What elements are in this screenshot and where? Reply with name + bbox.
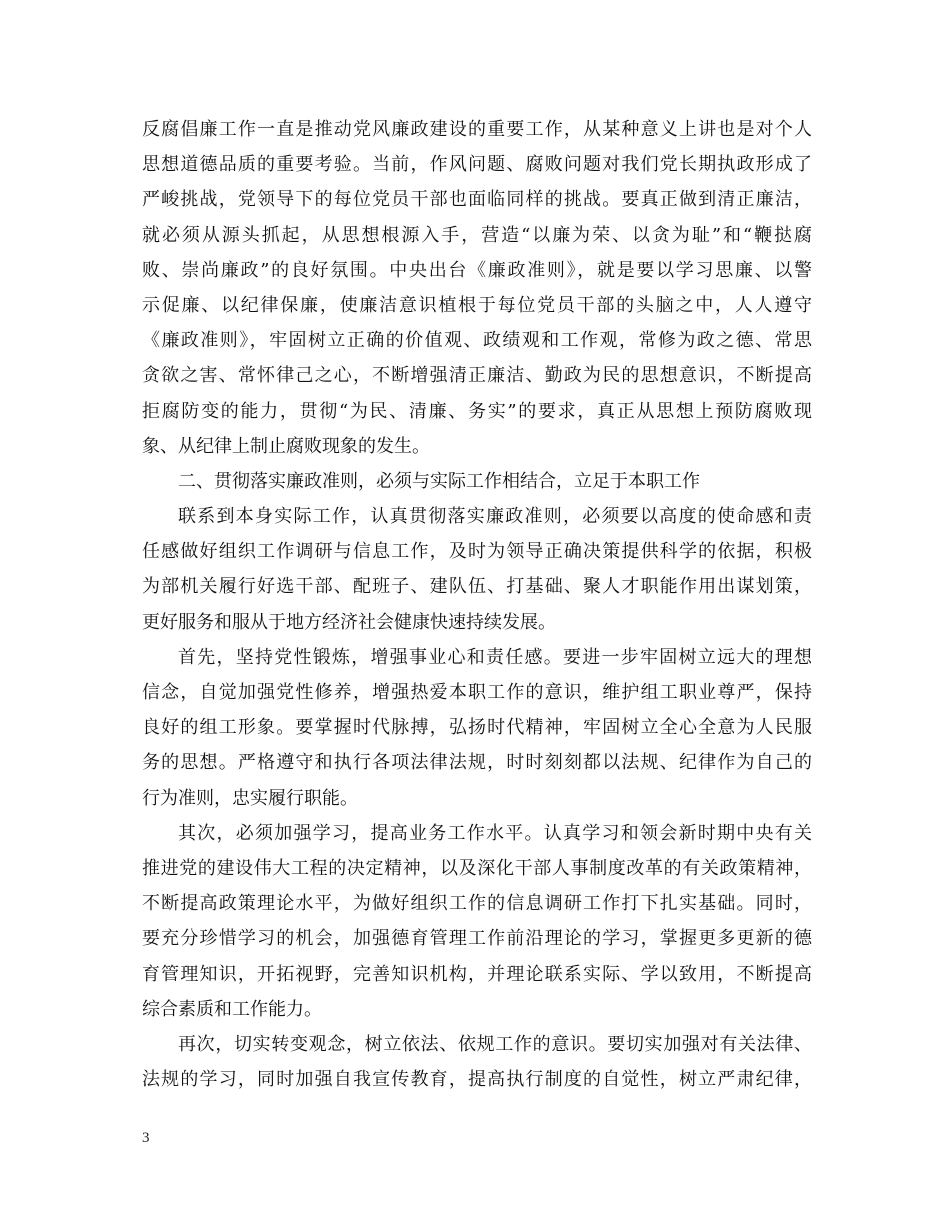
text-line: 败、崇尚廉政”的良好氛围。中央出台《廉政准则》，就是要以学习思廉、以警 [142, 259, 812, 281]
text-line: 任感做好组织工作调研与信息工作，及时为领导正确决策提供科学的依据，积极 [142, 541, 812, 563]
text-line: 《廉政准则》，牢固树立正确的价值观、政绩观和工作观，常修为政之德、常思 [142, 330, 812, 352]
text-line: 要充分珍惜学习的机会，加强德育管理工作前沿理论的学习，掌握更多更新的德 [142, 928, 812, 950]
text-line: 就必须从源头抓起，从思想根源入手，营造“以廉为荣、以贪为耻”和“鞭挞腐 [142, 224, 812, 246]
text-line: 更好服务和服从于地方经济社会健康快速持续发展。 [142, 611, 556, 633]
text-line: 再次，切实转变观念，树立依法、依规工作的意识。要切实加强对有关法律、 [178, 1033, 812, 1055]
text-line: 示促廉、以纪律保廉，使廉洁意识植根于每位党员干部的头脑之中，人人遵守 [142, 294, 812, 316]
text-line: 其次，必须加强学习，提高业务工作水平。认真学习和领会新时期中央有关 [178, 822, 812, 844]
text-line: 拒腐防变的能力，贯彻“为民、清廉、务实”的要求，真正从思想上预防腐败现 [142, 400, 812, 422]
text-line: 信念，自觉加强党性修养，增强热爱本职工作的意识，维护组工职业尊严，保持 [142, 682, 812, 703]
text-line: 法规的学习，同时加强自我宣传教育，提高执行制度的自觉性，树立严肃纪律， [142, 1069, 812, 1091]
text-line: 二、贯彻落实廉政准则，必须与实际工作相结合，立足于本职工作 [178, 470, 700, 492]
text-line: 推进党的建设伟大工程的决定精神，以及深化干部人事制度改革的有关政策精神， [142, 857, 812, 879]
page-number: 3 [142, 1130, 150, 1146]
text-line: 首先，坚持党性锻炼，增强事业心和责任感。要进一步牢固树立远大的理想 [178, 646, 812, 668]
text-line: 综合素质和工作能力。 [142, 998, 322, 1020]
text-line: 良好的组工形象。要掌握时代脉搏，弘扬时代精神，牢固树立全心全意为人民服 [142, 717, 812, 739]
text-line: 反腐倡廉工作一直是推动党风廉政建设的重要工作，从某种意义上讲也是对个人 [142, 119, 812, 140]
text-line: 贪欲之害、常怀律己之心，不断增强清正廉洁、勤政为民的思想意识，不断提高 [142, 365, 812, 387]
text-line: 为部机关履行好选干部、配班子、建队伍、打基础、聚人才职能作用出谋划策， [142, 576, 812, 598]
text-line: 行为准则，忠实履行职能。 [142, 787, 358, 809]
document-body [142, 112, 812, 1097]
text-line: 联系到本身实际工作，认真贯彻落实廉政准则，必须要以高度的使命感和责 [178, 506, 812, 528]
text-line: 育管理知识，开拓视野，完善知识机构，并理论联系实际、学以致用，不断提高 [142, 963, 812, 985]
text-line: 象、从纪律上制止腐败现象的发生。 [142, 435, 430, 457]
text-line: 不断提高政策理论水平，为做好组织工作的信息调研工作打下扎实基础。同时， [142, 893, 812, 915]
text-line: 思想道德品质的重要考验。当前，作风问题、腐败问题对我们党长期执政形成了 [142, 154, 812, 176]
text-line: 严峻挑战，党领导下的每位党员干部也面临同样的挑战。要真正做到清正廉洁， [142, 189, 812, 211]
text-line: 务的思想。严格遵守和执行各项法律法规，时时刻刻都以法规、纪律作为自己的 [142, 752, 812, 774]
